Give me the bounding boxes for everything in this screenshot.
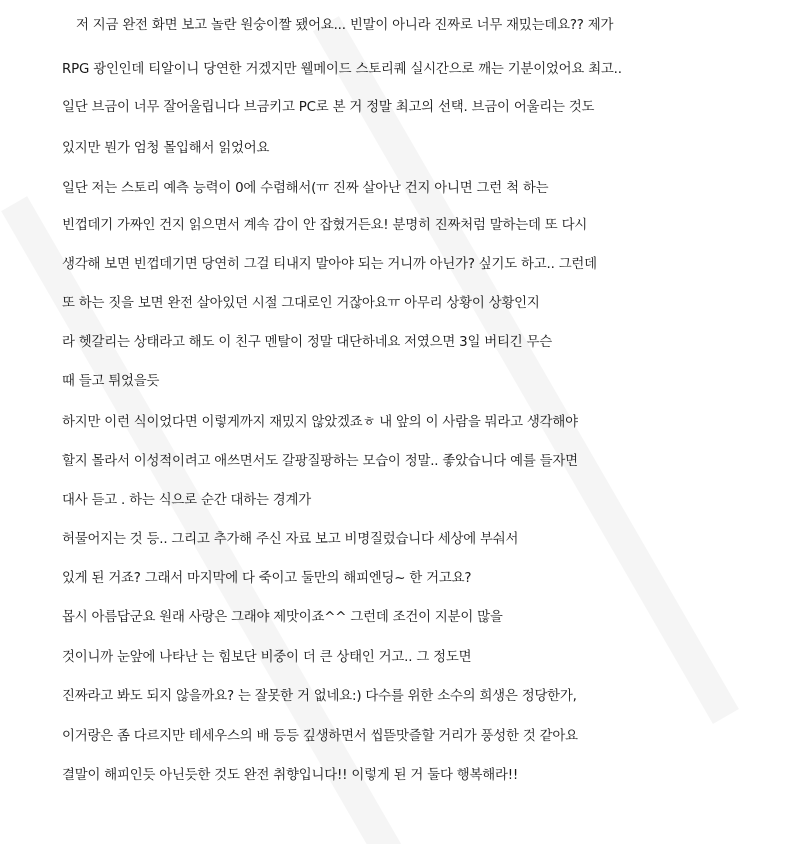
text-line: 생각해 보면 빈껍데기면 당연히 그걸 티내지 말아야 되는 거니까 아닌가? 싶기도 하고.. 그런데 <box>62 257 597 272</box>
text-line: 라 헷갈리는 상태라고 해도 이 친구 멘탈이 정말 대단하네요 저였으면 3일 버티긴 무슨 <box>62 335 552 350</box>
text-line: RPG 광인인데 티알이니 당연한 거겠지만 웰메이드 스토리퀘 실시간으로 깨는 기분이었어요 최고.. <box>62 62 622 77</box>
text-line: 때 들고 튀었을듯 <box>62 374 160 389</box>
text-line: 이거랑은 좀 다르지만 테세우스의 배 등등 깊생하면서 씹뜯맛즐할 거리가 풍성한 것 같아요 <box>62 729 578 744</box>
text-line: 대사 듣고 . 하는 식으로 순간 대하는 경계가 <box>62 493 311 508</box>
text-line: 허물어지는 것 등.. 그리고 추가해 주신 자료 보고 비명질렀습니다 세상에 부숴서 <box>62 532 519 547</box>
text-line: 일단 브금이 너무 잘어울립니다 브금키고 PC로 본 거 정말 최고의 선택. 브금이 어울리는 것도 <box>62 100 595 115</box>
text-line: 결말이 해피인듯 아닌듯한 것도 완전 취향입니다!! 이렇게 된 거 둘다 행복해라!! <box>62 768 519 783</box>
text-line: 하지만 이런 식이었다면 이렇게까지 재밌지 않았겠죠ㅎ 내 앞의 이 사람을 뭐라고 생각해야 <box>62 415 578 430</box>
text-line: 것이니까 눈앞에 나타난 는 힘보단 비중이 더 큰 상태인 거고.. 그 정도면 <box>62 650 472 665</box>
text-line: 있지만 뭔가 엄청 몰입해서 읽었어요 <box>62 141 270 156</box>
text-line: 있게 된 거죠? 그래서 마지막에 다 죽이고 둘만의 해피엔딩~ 한 거고요? <box>62 571 472 586</box>
text-line: 일단 저는 스토리 예측 능력이 0에 수렴해서(ㅠ 진짜 살아난 건지 아니면 그런 척 하는 <box>62 181 549 196</box>
text-line: 저 지금 완전 화면 보고 놀란 원숭이짤 됐어요... 빈말이 아니라 진짜로 너무 재밌는데요?? 제가 <box>76 18 614 33</box>
text-line: 진짜라고 봐도 되지 않을까요? 는 잘못한 거 없네요:) 다수를 위한 소수의 희생은 정당한가, <box>62 689 577 704</box>
text-line: 빈껍데기 가짜인 건지 읽으면서 계속 감이 안 잡혔거든요! 분명히 진짜처럼 말하는데 또 다시 <box>62 218 588 233</box>
text-line: 또 하는 짓을 보면 완전 살아있던 시절 그대로인 거잖아요ㅠ 아무리 상황이 상황인지 <box>62 296 540 311</box>
text-line: 몹시 아름답군요 원래 사랑은 그래야 제맛이죠^^ 그런데 조건이 지분이 많을 <box>62 610 503 625</box>
text-line: 할지 몰라서 이성적이려고 애쓰면서도 갈팡질팡하는 모습이 정말.. 좋았습니다 예를 들자면 <box>62 454 578 469</box>
